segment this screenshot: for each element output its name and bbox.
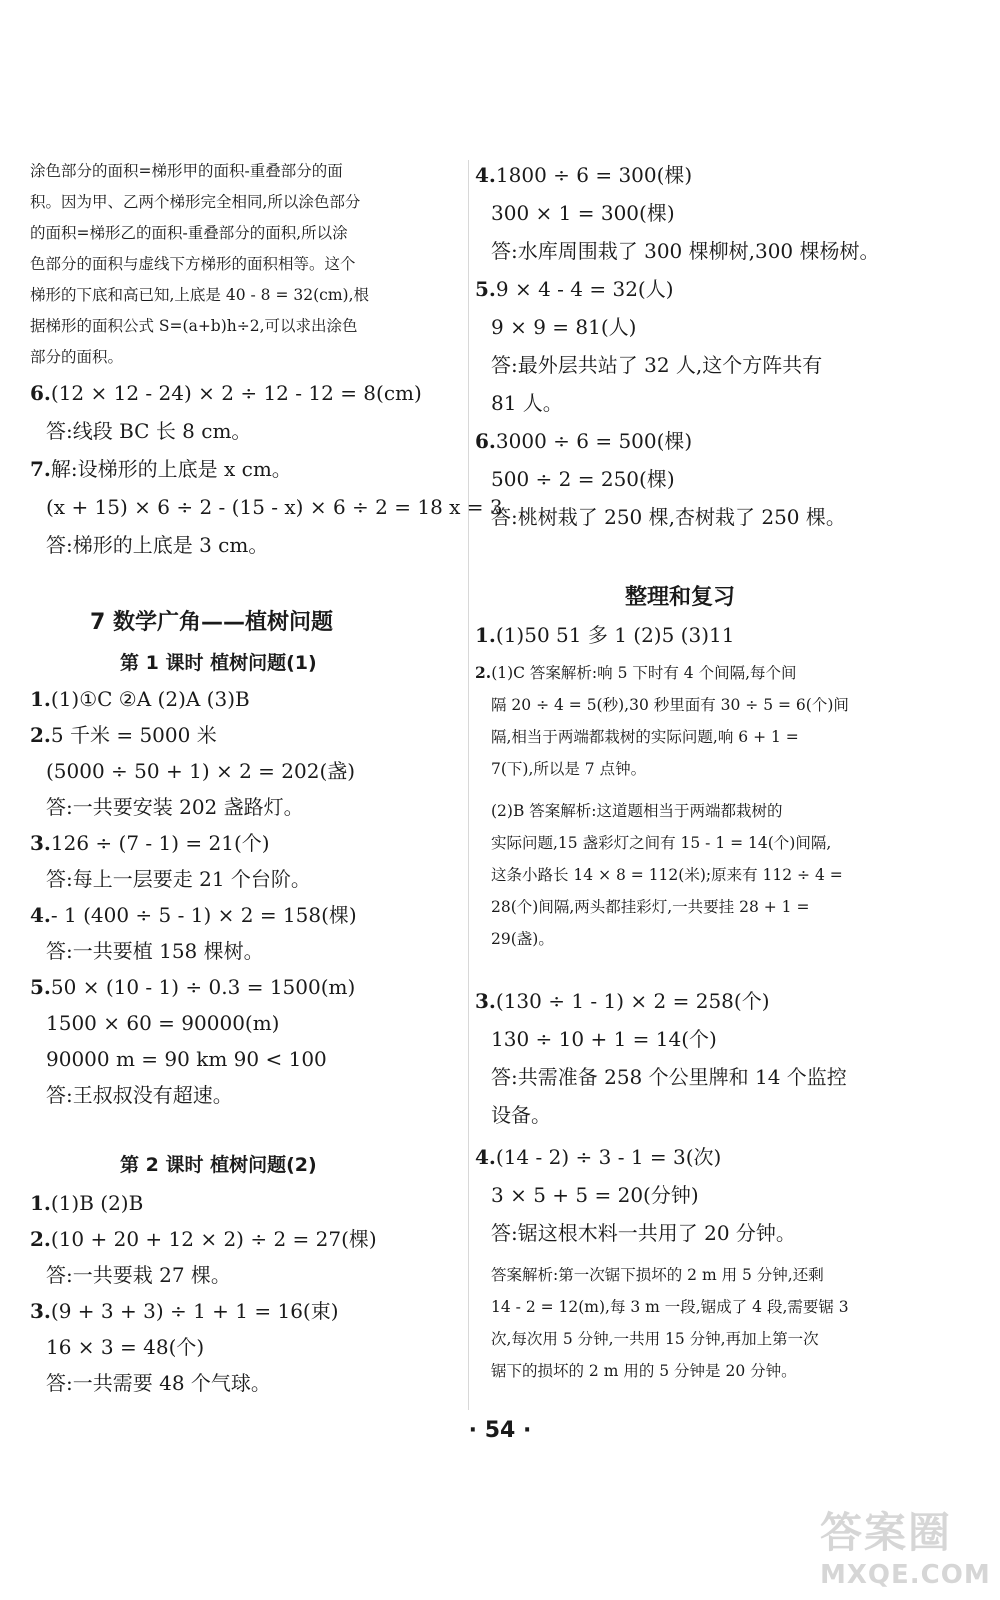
line-text: 126 ÷ (7 - 1) = 21(个) xyxy=(50,831,270,855)
right-line xyxy=(475,466,675,492)
left-line xyxy=(30,1190,143,1216)
line-text: 1500 × 60 = 90000(m) xyxy=(46,1011,280,1035)
line-text: 14 - 2 = 12(m),每 3 m 一段,锯成了 4 段,需要锯 3 xyxy=(491,1298,849,1316)
line-text: (x + 15) × 6 ÷ 2 - (15 - x) × 6 ÷ 2 = 18 x = 3 xyxy=(46,495,503,519)
line-text: 81 人。 xyxy=(491,391,563,415)
question-number: 6. xyxy=(475,429,496,453)
line-text: 7 数学广角——植树问题 xyxy=(90,610,333,635)
right-line xyxy=(475,276,674,302)
right-line xyxy=(475,390,563,416)
question-number: 2. xyxy=(30,723,51,747)
left-line xyxy=(30,222,348,244)
left-line xyxy=(30,1226,377,1252)
line-text: 500 ÷ 2 = 250(棵) xyxy=(491,467,675,491)
left-line xyxy=(30,191,360,213)
right-line xyxy=(475,928,554,950)
watermark-url: MXQE.COM xyxy=(820,1560,991,1590)
question-number: 2. xyxy=(30,1227,51,1251)
line-text: (1)50 51 多 1 (2)5 (3)11 xyxy=(495,623,735,647)
left-line xyxy=(30,938,264,964)
right-line xyxy=(475,988,770,1014)
left-line xyxy=(120,1152,317,1178)
left-line xyxy=(30,494,503,520)
line-text: 涂色部分的面积=梯形甲的面积-重叠部分的面 xyxy=(30,162,343,180)
line-text: 29(盏)。 xyxy=(491,930,554,948)
column-divider xyxy=(468,160,469,1410)
line-text: 实际问题,15 盏彩灯之间有 15 - 1 = 14(个)间隔, xyxy=(491,834,832,852)
line-text: 隔,相当于两端都栽树的实际问题,响 6 + 1 = xyxy=(491,728,799,746)
left-line xyxy=(30,722,217,748)
right-line xyxy=(475,662,797,684)
left-line xyxy=(30,1046,327,1072)
line-text: 16 × 3 = 48(个) xyxy=(46,1335,205,1359)
line-text: (1)C 答案解析:响 5 下时有 4 个间隔,每个间 xyxy=(491,664,797,682)
right-line xyxy=(475,1360,797,1382)
line-text: 积。因为甲、乙两个梯形完全相同,所以涂色部分 xyxy=(30,193,361,211)
line-text: 答:线段 BC 长 8 cm。 xyxy=(46,419,252,443)
right-line xyxy=(475,1296,849,1318)
line-text: 色部分的面积与虚线下方梯形的面积相等。这个 xyxy=(30,255,356,273)
line-text: 答案解析:第一次锯下损坏的 2 m 用 5 分钟,还剩 xyxy=(491,1266,824,1284)
right-line xyxy=(475,1144,721,1170)
line-text: (14 - 2) ÷ 3 - 1 = 3(次) xyxy=(495,1145,722,1169)
left-line xyxy=(30,1370,271,1396)
question-number: 6. xyxy=(30,381,51,405)
question-number: 4. xyxy=(475,1145,496,1169)
right-line xyxy=(475,800,783,822)
question-number: 4. xyxy=(475,163,496,187)
left-line xyxy=(30,253,356,275)
page-number: · 54 · xyxy=(468,1418,532,1443)
line-text: 3000 ÷ 6 = 500(棵) xyxy=(495,429,693,453)
left-line xyxy=(30,866,311,892)
left-line xyxy=(90,610,333,636)
line-text: 锯下的损坏的 2 m 用的 5 分钟是 20 分钟。 xyxy=(491,1362,797,1380)
line-text: (12 × 12 - 24) × 2 ÷ 12 - 12 = 8(cm) xyxy=(50,381,422,405)
watermark-logo xyxy=(820,1500,990,1595)
line-text: 5 千米 = 5000 米 xyxy=(50,723,217,747)
line-text: 部分的面积。 xyxy=(30,348,124,366)
line-text: 答:一共要安装 202 盏路灯。 xyxy=(46,795,304,819)
line-text: 答:水库周围栽了 300 棵柳树,300 棵杨树。 xyxy=(491,239,880,263)
line-text: 整理和复习 xyxy=(625,585,736,610)
line-text: 据梯形的面积公式 S=(a+b)h÷2,可以求出涂色 xyxy=(30,317,358,335)
right-line xyxy=(475,726,799,748)
line-text: 3 × 5 + 5 = 20(分钟) xyxy=(491,1183,699,1207)
right-line xyxy=(475,200,675,226)
line-text: 90000 m = 90 km 90 < 100 xyxy=(46,1047,327,1071)
right-line xyxy=(475,314,636,340)
right-line xyxy=(475,1026,717,1052)
question-number: 3. xyxy=(30,1299,51,1323)
line-text: 1800 ÷ 6 = 300(棵) xyxy=(495,163,693,187)
right-line xyxy=(475,1220,796,1246)
left-line xyxy=(30,974,355,1000)
line-text: 50 × (10 - 1) ÷ 0.3 = 1500(m) xyxy=(50,975,356,999)
right-line xyxy=(475,238,880,264)
line-text: 解:设梯形的上底是 x cm。 xyxy=(50,457,292,481)
right-line xyxy=(475,428,692,454)
right-line xyxy=(475,504,846,530)
line-text: 答:锯这根木料一共用了 20 分钟。 xyxy=(491,1221,796,1245)
right-line xyxy=(625,585,735,611)
watermark-text: 答案圈 xyxy=(820,1508,953,1557)
left-line xyxy=(30,1334,204,1360)
left-line xyxy=(30,686,250,712)
question-number: 3. xyxy=(30,831,51,855)
right-line xyxy=(475,622,734,648)
right-line xyxy=(475,162,692,188)
left-line xyxy=(30,902,357,928)
right-line xyxy=(475,832,831,854)
line-text: (10 + 20 + 12 × 2) ÷ 2 = 27(棵) xyxy=(50,1227,377,1251)
line-text: 28(个)间隔,两头都挂彩灯,一共要挂 28 + 1 = xyxy=(491,898,810,916)
question-number: 3. xyxy=(475,989,496,1013)
question-number: 5. xyxy=(475,277,496,301)
line-text: (1)①C ②A (2)A (3)B xyxy=(50,687,250,711)
line-text: 答:一共要植 158 棵树。 xyxy=(46,939,264,963)
line-text: 第 2 课时 植树问题(2) xyxy=(120,1154,317,1176)
line-text: 这条小路长 14 × 8 = 112(米);原来有 112 ÷ 4 = xyxy=(491,866,843,884)
line-text: - 1 (400 ÷ 5 - 1) × 2 = 158(棵) xyxy=(50,903,357,927)
right-line xyxy=(475,1328,819,1350)
line-text: 梯形的下底和高已知,上底是 40 - 8 = 32(cm),根 xyxy=(30,286,369,304)
left-line xyxy=(30,1298,339,1324)
left-line xyxy=(30,456,292,482)
left-line xyxy=(30,418,251,444)
left-line xyxy=(30,794,304,820)
right-line xyxy=(475,352,822,378)
question-number: 7. xyxy=(30,457,51,481)
left-line xyxy=(30,1262,231,1288)
line-text: 答:桃树栽了 250 棵,杏树栽了 250 棵。 xyxy=(491,505,846,529)
left-line xyxy=(30,160,343,182)
line-text: 7(下),所以是 7 点钟。 xyxy=(491,760,647,778)
left-line xyxy=(30,315,358,337)
left-line xyxy=(30,346,123,368)
line-text: (1)B (2)B xyxy=(50,1191,144,1215)
left-line xyxy=(30,380,422,406)
line-text: 答:梯形的上底是 3 cm。 xyxy=(46,533,269,557)
left-line xyxy=(30,284,369,306)
line-text: 9 × 4 - 4 = 32(人) xyxy=(495,277,674,301)
right-line xyxy=(475,1264,824,1286)
right-line xyxy=(475,896,809,918)
line-text: 300 × 1 = 300(棵) xyxy=(491,201,675,225)
line-text: (130 ÷ 1 - 1) × 2 = 258(个) xyxy=(495,989,770,1013)
line-text: 答:一共要栽 27 棵。 xyxy=(46,1263,231,1287)
line-text: (9 + 3 + 3) ÷ 1 + 1 = 16(束) xyxy=(50,1299,339,1323)
right-line xyxy=(475,864,843,886)
line-text: 答:共需准备 258 个公里牌和 14 个监控 xyxy=(491,1065,847,1089)
line-text: 次,每次用 5 分钟,一共用 15 分钟,再加上第一次 xyxy=(491,1330,819,1348)
right-line xyxy=(475,1182,699,1208)
question-number: 5. xyxy=(30,975,51,999)
right-line xyxy=(475,758,646,780)
line-text: 的面积=梯形乙的面积-重叠部分的面积,所以涂 xyxy=(30,224,348,242)
line-text: (5000 ÷ 50 + 1) × 2 = 202(盏) xyxy=(46,759,356,783)
line-text: 第 1 课时 植树问题(1) xyxy=(120,652,317,674)
left-line xyxy=(30,532,268,558)
left-line xyxy=(30,1082,233,1108)
line-text: 答:最外层共站了 32 人,这个方阵共有 xyxy=(491,353,823,377)
left-line xyxy=(120,650,317,676)
line-text: 130 ÷ 10 + 1 = 14(个) xyxy=(491,1027,717,1051)
left-line xyxy=(30,758,355,784)
line-text: 答:王叔叔没有超速。 xyxy=(46,1083,233,1107)
question-number: 1. xyxy=(30,687,51,711)
line-text: 答:一共需要 48 个气球。 xyxy=(46,1371,271,1395)
left-line xyxy=(30,830,270,856)
line-text: 答:每上一层要走 21 个台阶。 xyxy=(46,867,311,891)
question-number: 1. xyxy=(475,623,496,647)
line-text: 隔 20 ÷ 4 = 5(秒),30 秒里面有 30 ÷ 5 = 6(个)间 xyxy=(491,696,849,714)
question-number: 2. xyxy=(475,663,492,682)
line-text: 设备。 xyxy=(491,1103,551,1127)
question-number: 1. xyxy=(30,1191,51,1215)
right-line xyxy=(475,694,849,716)
right-line xyxy=(475,1102,551,1128)
line-text: 9 × 9 = 81(人) xyxy=(491,315,637,339)
right-line xyxy=(475,1064,847,1090)
line-text: (2)B 答案解析:这道题相当于两端都栽树的 xyxy=(491,802,783,820)
left-line xyxy=(30,1010,280,1036)
question-number: 4. xyxy=(30,903,51,927)
